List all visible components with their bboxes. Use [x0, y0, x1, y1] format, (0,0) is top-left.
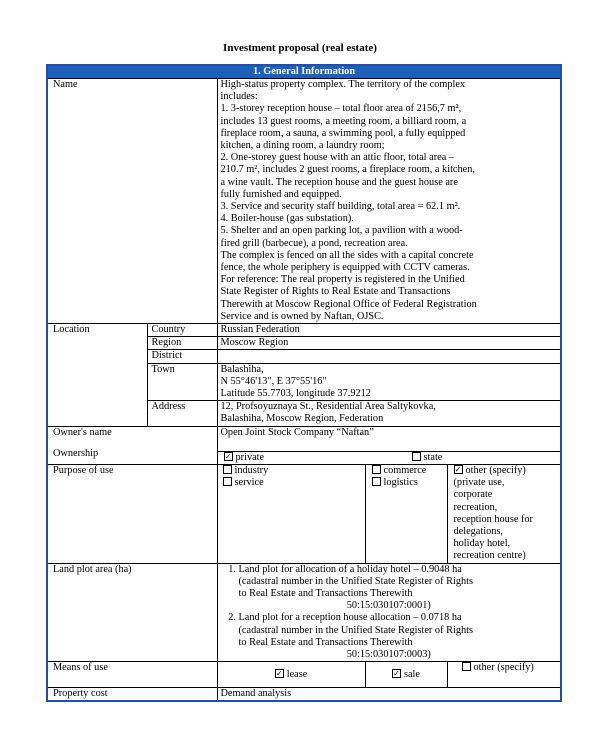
property-cost-label: Property cost: [47, 688, 217, 702]
address-line: 12, Profsoyuznaya St., Residential Area Saltykovka,: [220, 401, 436, 413]
ownership-private-checkbox[interactable]: ✓: [224, 451, 232, 461]
owner-value-cell: [217, 426, 561, 464]
purpose-options-col1: [217, 464, 365, 563]
purpose-other-line: (private use,: [453, 477, 505, 489]
name-description: [217, 79, 561, 324]
purpose-other-line: delegations,: [453, 525, 503, 537]
land-label: Land plot area (ha): [47, 563, 217, 662]
document-title: Investment proposal (real estate): [223, 42, 377, 54]
town-line: N 55°46'13", E 37°55'16": [220, 375, 327, 387]
means-sale-checkbox[interactable]: ✓: [393, 668, 400, 678]
means-other-checkbox[interactable]: [462, 662, 471, 671]
purpose-other-checkbox[interactable]: ✓: [454, 465, 462, 475]
purpose-row: [47, 464, 561, 563]
location-country-row: [47, 324, 561, 337]
name-line: 1. 3-storey reception house – total floor area of 2156,7 m²,: [220, 103, 462, 115]
section-header-row: [47, 65, 561, 79]
land-value: [217, 563, 561, 662]
owner-label-text: Owner's name: [53, 426, 112, 438]
owner-value: Open Joint Stock Company “Naftan”: [218, 427, 561, 452]
section-header: 1. General Information: [47, 65, 561, 79]
owner-row: [47, 426, 561, 464]
ownership-label-text: Ownership: [53, 447, 99, 459]
ownership-state-checkbox[interactable]: [412, 452, 421, 461]
region-label: Region: [147, 337, 217, 350]
purpose-other-line: recreation centre): [453, 550, 526, 562]
means-row: [47, 662, 561, 688]
name-row: [47, 79, 561, 324]
means-other-label: other (specify): [473, 662, 534, 674]
purpose-other-line: reception house for: [453, 513, 533, 525]
district-label: District: [147, 350, 217, 363]
name-line: Therewith at Moscow Regional Office of Federal Registration: [220, 298, 477, 310]
land-list: [221, 564, 558, 662]
name-line: fireplace room, a sauna, a swimming pool, a fully equipped: [220, 127, 466, 139]
means-sale-label: sale: [403, 668, 420, 680]
name-line: 2. One-storey guest house with an attic floor, total area –: [220, 152, 454, 164]
land-row: [47, 563, 561, 662]
purpose-industry-checkbox[interactable]: [223, 465, 232, 474]
name-line: fully furnished and equipped.: [220, 188, 342, 200]
means-lease-cell: [217, 662, 365, 688]
name-line: High-status property complex. The territory of the complex: [220, 79, 466, 90]
purpose-industry-label: industry: [234, 464, 269, 476]
means-sale-cell: [365, 662, 447, 688]
land-item-1: 1. Land plot for allocation of a holiday hotel – 0.9048 ha (cadastral number in the Unified State Register of Rights to Real Estate and Transactions Therewith 50:15:030107:0001): [239, 564, 558, 613]
town-line: Latitude 55.7703, longitude 37.9212: [220, 388, 371, 400]
country-value: Russian Federation: [217, 324, 561, 337]
purpose-service-label: service: [234, 477, 264, 489]
property-cost-row: [47, 688, 561, 702]
means-other-cell: [447, 662, 561, 688]
name-line: includes:: [220, 91, 258, 103]
purpose-logistics-label: logistics: [383, 477, 418, 489]
means-lease-label: lease: [286, 668, 308, 680]
ownership-state-label: state: [423, 451, 443, 463]
name-line: fired grill (barbecue), a pond, recreation area.: [220, 237, 408, 249]
land-item-2: 2. Land plot for a reception house allocation – 0.0718 ha (cadastral number in the Unified State Register of Rights to Real Estate and Transactions Therewith 50:15:030107:0003): [239, 612, 558, 661]
purpose-options-col2: [365, 464, 447, 563]
name-line: 5. Shelter and an open parking lot, a pavilion with a wood-: [220, 225, 463, 237]
purpose-other-label: other (specify): [465, 464, 526, 476]
general-information-table: [46, 64, 562, 702]
name-line: 210.7 m², includes 2 guest rooms, a fireplace room, a kitchen,: [220, 164, 475, 176]
name-line: fence, the whole periphery is equipped with CCTV cameras.: [220, 262, 470, 274]
means-label: Means of use: [47, 662, 217, 688]
location-label: Location: [47, 324, 147, 427]
purpose-label: Purpose of use: [47, 464, 217, 563]
purpose-other-line: holiday hotel,: [453, 538, 511, 550]
country-label: Country: [147, 324, 217, 337]
name-line: 4. Boiler-house (gas substation).: [220, 213, 354, 225]
name-line: Service and is owned by Naftan, OJSC.: [220, 310, 384, 322]
town-label: Town: [147, 363, 217, 401]
name-line: State Register of Rights to Real Estate and Transactions: [220, 286, 451, 298]
purpose-logistics-checkbox[interactable]: [372, 477, 381, 486]
owner-label: [47, 426, 217, 464]
town-line: Balashiha,: [220, 363, 264, 375]
purpose-options-col3: [447, 464, 561, 563]
purpose-other-line: corporate: [453, 489, 493, 501]
means-lease-checkbox[interactable]: ✓: [275, 668, 283, 678]
address-value: [217, 401, 561, 426]
name-line: a wine vault. The reception house and the guest house are: [220, 176, 458, 188]
name-line: 3. Service and security staff building, total area = 62.1 m².: [220, 201, 461, 213]
purpose-other-line: recreation,: [453, 501, 498, 513]
name-line: includes 13 guest rooms, a meeting room, a billiard room, a: [220, 115, 467, 127]
name-label: Name: [47, 79, 217, 324]
purpose-service-checkbox[interactable]: [223, 477, 232, 486]
property-cost-value: Demand analysis: [217, 688, 561, 702]
purpose-commerce-checkbox[interactable]: [372, 465, 381, 474]
address-line: Balashiha, Moscow Region, Federation: [220, 413, 384, 425]
address-label: Address: [147, 401, 217, 426]
ownership-options: [218, 452, 561, 464]
name-line: For reference: The real property is registered in the Unified: [220, 274, 465, 286]
ownership-private-label: private: [235, 451, 265, 463]
town-value: [217, 363, 561, 401]
purpose-commerce-label: commerce: [383, 464, 427, 476]
region-value: Moscow Region: [217, 337, 561, 350]
name-line: The complex is fenced on all the sides with a capital concrete: [220, 249, 474, 261]
name-line: kitchen, a dining room, a laundry room;: [220, 140, 385, 152]
district-value: [217, 350, 561, 363]
